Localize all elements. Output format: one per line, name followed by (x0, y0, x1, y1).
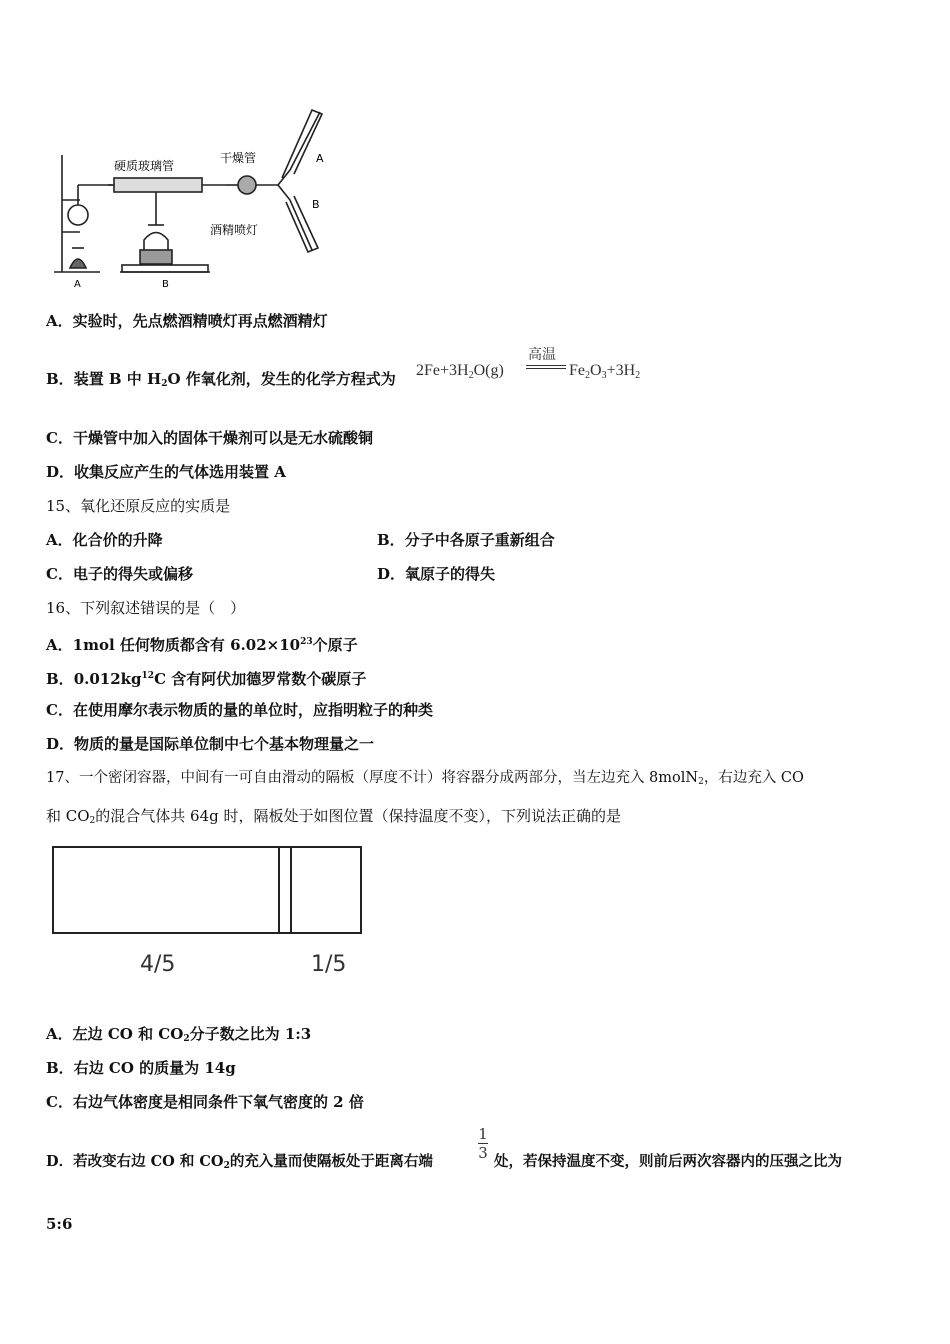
figure-label-a-right: A (316, 152, 324, 165)
option-text-pre: 1mol 任何物质都含有 6.02×10 (72, 636, 301, 654)
stem-text-pre: 17、一个密闭容器，中间有一可自由滑动的隔板（厚度不计）将容器分成两部分，当左边充入 8molN (46, 770, 699, 786)
eq-sub-h2o: 2 (468, 370, 474, 381)
q15-row2 (46, 564, 906, 584)
option-label: A． (46, 1025, 73, 1043)
figure-label-b-bottom: B (162, 279, 169, 290)
eq-sign-top (526, 365, 566, 366)
q17-option-b[interactable] (46, 1058, 236, 1078)
q14-option-b[interactable] (46, 369, 396, 394)
eq-plus: +3H (606, 362, 636, 379)
figure-label-right: 1/5 (311, 952, 347, 977)
option-text: 右边 CO 的质量为 14g (73, 1059, 236, 1077)
option-text-post: C 含有阿伏加德罗常数个碳原子 (154, 670, 367, 688)
option-text-mid: 的充入量而使隔板处于距离右端 (229, 1153, 433, 1170)
subscript: 2 (161, 379, 168, 389)
q16-stem: 16、下列叙述错误的是（ ） (46, 599, 246, 617)
option-label: D． (46, 463, 75, 481)
eq-condition: 高温 (528, 348, 556, 363)
option-text-pre: 若改变右边 CO 和 CO (73, 1153, 224, 1170)
option-text-pre: 左边 CO 和 CO (72, 1025, 184, 1043)
q15-option-d[interactable] (377, 564, 495, 584)
option-text-post: 分子数之比为 1:3 (189, 1025, 312, 1043)
option-label: D． (46, 1153, 74, 1170)
fraction-denominator: 3 (478, 1144, 488, 1162)
stem-text-post: ，右边充入 CO (703, 770, 804, 786)
option-text: 物质的量是国际单位制中七个基本物理量之一 (74, 735, 375, 753)
eq-sub-o: 3 (601, 370, 607, 381)
q17-option-d[interactable] (46, 1152, 433, 1176)
eq-g: (g) (485, 362, 504, 379)
subscript: 2 (89, 816, 96, 826)
option-label: B． (46, 370, 74, 388)
subscript: 2 (698, 777, 704, 787)
option-label: B． (46, 1059, 74, 1077)
figure-label-left: 4/5 (140, 952, 176, 977)
q15-option-a[interactable] (46, 531, 163, 549)
option-label: A． (46, 636, 73, 654)
superscript: 23 (300, 637, 313, 647)
subscript: 2 (183, 1034, 190, 1044)
q14-option-d[interactable] (46, 462, 286, 482)
q17-option-a[interactable] (46, 1024, 311, 1049)
figure-label-dryer: 干燥管 (220, 151, 257, 165)
eq-o2: O (590, 362, 602, 379)
option-label: C． (46, 1093, 73, 1111)
option-label: D． (377, 565, 406, 583)
figure-label-tube: 硬质玻璃管 (114, 159, 175, 173)
option-label: C． (46, 701, 73, 719)
option-text: 干燥管中加入的固体干燥剂可以是无水硫酸铜 (72, 429, 373, 447)
q17-option-d-tail: 处，若保持温度不变，则前后两次容器内的压强之比为 (494, 1153, 842, 1170)
q14-option-c[interactable] (46, 428, 373, 448)
eq-fe: Fe (569, 362, 585, 379)
q16-option-b[interactable] (46, 666, 366, 689)
eq-left: 2Fe+3H (416, 362, 469, 379)
q17-stem-line2 (46, 806, 621, 831)
eq-sub-fe: 2 (585, 370, 590, 381)
fraction-numerator: 1 (478, 1125, 488, 1143)
superscript: 12 (141, 671, 155, 681)
figure-label-a-bottom: A (74, 279, 81, 290)
option-text: 分子中各原子重新组合 (404, 531, 555, 549)
option-text-post: O 作氧化剂，发生的化学方程式为 (167, 370, 396, 388)
option-text-pre: 装置 B 中 H (73, 370, 162, 388)
container-figure (52, 846, 364, 978)
fraction-one-third (478, 1126, 488, 1161)
q16-option-c[interactable] (46, 700, 433, 720)
q17-stem-line1 (46, 768, 804, 792)
stem-text-pre: 和 CO (46, 807, 90, 825)
q16-option-a[interactable] (46, 632, 358, 655)
apparatus-figure (50, 100, 340, 290)
option-label: C． (46, 429, 73, 447)
q15-stem: 15、氧化还原反应的实质是 (46, 497, 231, 515)
option-text-pre: 0.012kg (73, 670, 142, 688)
partition (278, 846, 292, 934)
eq-sign-bottom (526, 368, 566, 369)
option-label: D． (46, 735, 75, 753)
q17-option-c[interactable] (46, 1092, 364, 1112)
eq-o: O (473, 362, 486, 379)
eq-sub-h: 2 (635, 370, 641, 381)
option-text: 在使用摩尔表示物质的量的单位时，应指明粒子的种类 (72, 701, 433, 719)
figure-label-lamp: 酒精喷灯 (210, 223, 259, 237)
option-text-post: 个原子 (312, 636, 358, 654)
q15-option-c[interactable] (46, 565, 193, 583)
option-text: 氧原子的得失 (405, 565, 496, 583)
option-label: B． (377, 531, 405, 549)
option-text: 化合价的升降 (72, 531, 163, 549)
figure-label-b-right: B (312, 198, 320, 211)
q16-option-d[interactable] (46, 734, 374, 754)
option-text: 电子的得失或偏移 (72, 565, 193, 583)
option-text: 收集反应产生的气体选用装置 A (74, 463, 286, 481)
subscript: 2 (223, 1161, 230, 1171)
chem-equation (416, 344, 676, 388)
q14-option-a[interactable] (46, 311, 328, 331)
option-text: 右边气体密度是相同条件下氧气密度的 2 倍 (72, 1093, 364, 1111)
container-box (52, 846, 362, 934)
option-text: 实验时，先点燃酒精喷灯再点燃酒精灯 (72, 312, 328, 330)
q15-row1 (46, 530, 906, 550)
q15-option-b[interactable] (377, 530, 555, 550)
option-label: A． (46, 531, 73, 549)
option-label: A． (46, 312, 73, 330)
option-label: B． (46, 670, 74, 688)
q17-option-d-answer: 5:6 (46, 1215, 73, 1233)
option-label: C． (46, 565, 73, 583)
stem-text-post: 的混合气体共 64g 时，隔板处于如图位置（保持温度不变），下列说法正确的是 (95, 807, 622, 825)
